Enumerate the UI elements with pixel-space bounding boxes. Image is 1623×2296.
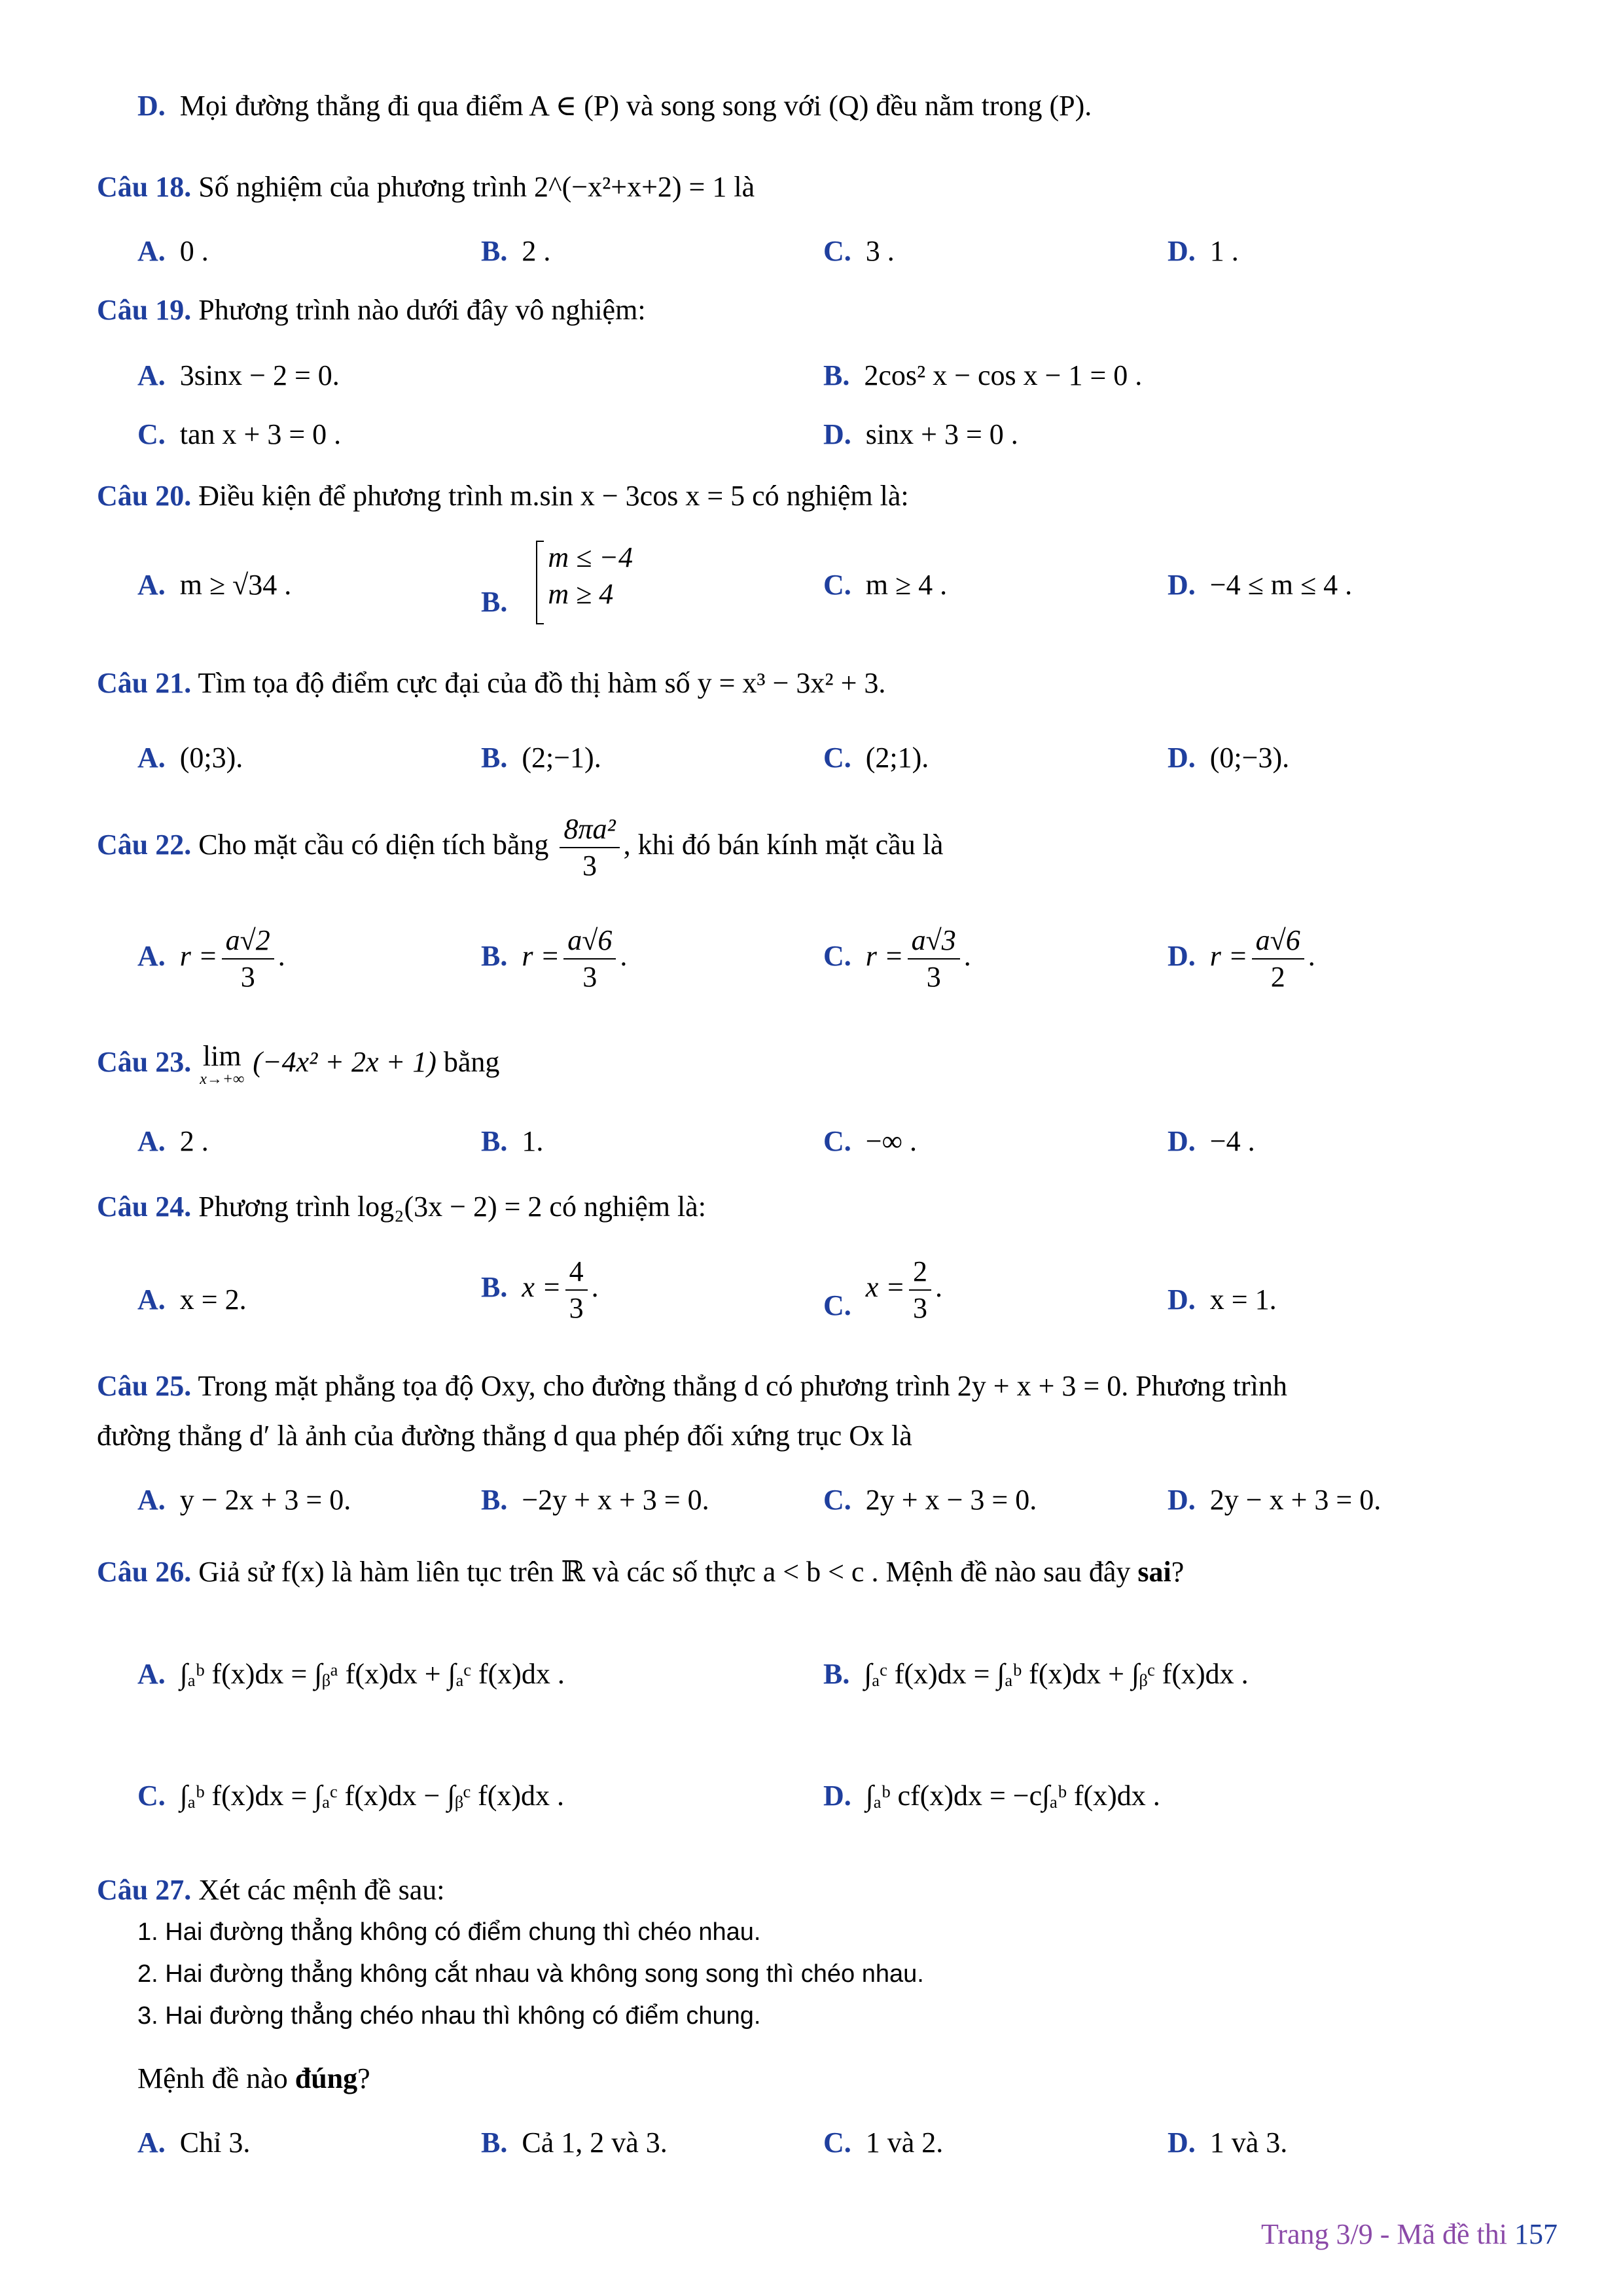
q22-option-c-den: 3 [926, 961, 941, 993]
q24-option-c: C.x = $\frac{2}{3}$ . [823, 1254, 942, 1326]
q18-option-b [481, 233, 550, 270]
q26-option-d-label: D. [823, 1780, 851, 1812]
q24-option-b-den: 3 [569, 1292, 584, 1324]
q27-option-d-label: D. [1168, 2126, 1196, 2159]
q17-option-d-label: D. [137, 90, 166, 122]
q19-text: Phương trình nào dưới đây vô nghiệm: [198, 294, 646, 326]
q24-option-b: B. x = $\frac{4}{3}$ . [481, 1254, 599, 1326]
q21-question [97, 665, 885, 702]
q25-option-b-label: B. [481, 1484, 508, 1516]
q20-option-c-label: C. [823, 569, 851, 601]
q20-option-c [823, 567, 947, 603]
q17-option-d-text: Mọi đường thẳng đi qua điểm A ∈ (P) và song song với (Q) đều nằm trong (P). [179, 90, 1092, 122]
q26-option-c [137, 1778, 564, 1814]
q23-option-c [823, 1123, 917, 1160]
q27-ask-c: ? [357, 2062, 370, 2094]
q27-option-b-text: Cả 1, 2 và 3. [522, 2126, 668, 2159]
q18-option-c-label: C. [823, 235, 851, 267]
q24-option-c-num: 2 [909, 1254, 931, 1291]
q24-option-d [1168, 1282, 1277, 1318]
footer-text: Trang 3/9 - Mã đề thi [1260, 2218, 1507, 2250]
q27-option-a-text: Chỉ 3. [179, 2126, 251, 2159]
q24-option-c-label: C. [823, 1289, 851, 1322]
q22-option-c-label: C. [823, 940, 851, 973]
q25-text1: Trong mặt phẳng tọa độ Oxy, cho đường thẳng d có phương trình 2y + x + 3 = 0. Phương trình [198, 1370, 1287, 1402]
q23-option-a-label: A. [137, 1125, 166, 1157]
q22-option-b: B. r = $\frac{a√6}{3}$ . [481, 923, 627, 995]
q24-option-b-fraction [565, 1254, 588, 1326]
q21-option-d [1168, 740, 1289, 776]
q21-option-b [481, 740, 601, 776]
q18-option-a-label: A. [137, 235, 166, 267]
q22-option-a-label: A. [137, 940, 166, 973]
q20-option-b-line1: m ≤ −4 [548, 541, 633, 573]
q25-option-c [823, 1482, 1037, 1518]
q22-option-d: D. r = $\frac{a√6}{2}$ . [1168, 923, 1315, 995]
q24-option-a [137, 1282, 247, 1318]
q24-option-b-num: 4 [565, 1254, 588, 1291]
q27-text: Xét các mệnh đề sau: [198, 1874, 445, 1906]
q22-option-a-den: 3 [240, 961, 255, 993]
q26-option-c-label: C. [137, 1780, 166, 1812]
q27-question [97, 1872, 445, 1909]
q24-option-b-label: B. [481, 1271, 508, 1304]
q23-limit [200, 1042, 244, 1088]
q26-text-b: ? [1171, 1556, 1185, 1588]
q20-option-a-label: A. [137, 569, 166, 601]
q19-option-d-text: sinx + 3 = 0 . [865, 418, 1018, 450]
q21-option-a-text: (0;3). [179, 742, 243, 774]
q23-lim-sub: x→+∞ [200, 1071, 245, 1088]
q22-option-b-fraction [563, 923, 616, 995]
q24-option-c-fraction [909, 1254, 931, 1326]
q22-option-c-num: a√3 [908, 923, 960, 960]
q20-option-d [1168, 567, 1352, 603]
q23-option-d-text: −4 . [1209, 1125, 1255, 1157]
q22-option-b-label: B. [481, 940, 508, 973]
q20-option-d-label: D. [1168, 569, 1196, 601]
q25-option-a [137, 1482, 351, 1518]
q27-option-c-text: 1 và 2. [865, 2126, 944, 2159]
q22-option-d-fraction [1252, 923, 1304, 995]
q25-option-a-text: y − 2x + 3 = 0. [179, 1484, 351, 1516]
q22-option-b-num: a√6 [563, 923, 616, 960]
q23-option-b-text: 1. [522, 1125, 544, 1157]
q20-option-c-text: m ≥ 4 . [865, 569, 948, 601]
q19-option-b [823, 357, 1142, 394]
q27-option-b-label: B. [481, 2126, 508, 2159]
q18-label: Câu 18. [97, 171, 192, 203]
q23-option-a [137, 1123, 209, 1160]
page-footer [1261, 2217, 1558, 2251]
q23-option-d-label: D. [1168, 1125, 1196, 1157]
q27-statement-3: 3. Hai đường thẳng chéo nhau thì không có điểm chung. [137, 2002, 761, 2030]
q26-option-b-label: B. [823, 1658, 850, 1690]
q19-label: Câu 19. [97, 294, 192, 326]
q19-option-c [137, 416, 341, 453]
q26-text-a: Giả sử f(x) là hàm liên tục trên ℝ và các số thực a < b < c . Mệnh đề nào sau đây [198, 1556, 1131, 1588]
q21-option-c [823, 740, 929, 776]
q25-question-line1 [97, 1368, 1556, 1405]
q19-option-d [823, 416, 1018, 453]
q18-option-c-text: 3 . [865, 235, 895, 267]
q23-option-c-label: C. [823, 1125, 851, 1157]
q23-lim-word: lim [202, 1040, 241, 1072]
q25-question-line2 [97, 1418, 912, 1454]
q27-option-d-text: 1 và 3. [1209, 2126, 1288, 2159]
q19-option-d-label: D. [823, 418, 851, 450]
q25-option-c-label: C. [823, 1484, 851, 1516]
q27-ask-b: đúng [294, 2062, 358, 2094]
q27-option-a-label: A. [137, 2126, 166, 2159]
q24-text: Phương trình log₂(3x − 2) = 2 có nghiệm là: [198, 1191, 706, 1223]
q18-option-d-text: 1 . [1209, 235, 1239, 267]
q22-text-a: Cho mặt cầu có diện tích bằng [198, 829, 549, 861]
q25-option-d-label: D. [1168, 1484, 1196, 1516]
q21-option-d-label: D. [1168, 742, 1196, 774]
q20-option-b-bracket [536, 541, 544, 624]
q27-option-a [137, 2125, 250, 2161]
q21-label: Câu 21. [97, 667, 192, 699]
q20-option-d-text: −4 ≤ m ≤ 4 . [1209, 569, 1353, 601]
q26-option-d [823, 1778, 1160, 1814]
q21-option-d-text: (0;−3). [1209, 742, 1290, 774]
q24-option-c-den: 3 [913, 1292, 928, 1324]
q17-option-d [137, 88, 1092, 124]
q27-ask [137, 2060, 370, 2097]
q23-label: Câu 23. [97, 1046, 192, 1079]
q20-option-b-label: B. [481, 586, 508, 619]
q24-question [97, 1189, 706, 1225]
q23-option-d [1168, 1123, 1255, 1160]
q27-option-c [823, 2125, 943, 2161]
q18-text: Số nghiệm của phương trình 2^(−x²+x+2) = 1 là [198, 171, 755, 203]
q22-option-c-fraction [908, 923, 960, 995]
q19-option-b-text: 2cos² x − cos x − 1 = 0 . [864, 359, 1143, 391]
q22-option-d-label: D. [1168, 940, 1196, 973]
q21-text: Tìm tọa độ điểm cực đại của đồ thị hàm số y = x³ − 3x² + 3. [198, 667, 886, 699]
q25-option-a-label: A. [137, 1484, 166, 1516]
q21-option-b-text: (2;−1). [522, 742, 601, 774]
q26-option-a-label: A. [137, 1658, 166, 1690]
q25-option-b-text: −2y + x + 3 = 0. [522, 1484, 709, 1516]
q22-area-fraction [560, 812, 619, 884]
q25-option-c-text: 2y + x − 3 = 0. [865, 1484, 1037, 1516]
q27-label: Câu 27. [97, 1874, 192, 1906]
q18-option-a-text: 0 . [179, 235, 209, 267]
q19-question [97, 292, 646, 329]
q20-option-b-line2: m ≥ 4 [548, 578, 614, 610]
q27-option-b [481, 2125, 668, 2161]
q25-text2: đường thẳng d′ là ảnh của đường thẳng d qua phép đối xứng trục Ox là [97, 1420, 912, 1452]
q25-option-b [481, 1482, 709, 1518]
q25-option-d [1168, 1482, 1381, 1518]
q21-option-a-label: A. [137, 742, 166, 774]
q21-option-b-label: B. [481, 742, 508, 774]
q20-label: Câu 20. [97, 480, 192, 512]
q22-option-a-num: a√2 [222, 923, 274, 960]
q18-option-d [1168, 233, 1239, 270]
q26-option-b-text: ∫ₐᶜ f(x)dx = ∫ₐᵇ f(x)dx + ∫ᵦᶜ f(x)dx . [864, 1658, 1249, 1690]
q18-question [97, 169, 755, 206]
q20-text: Điều kiện để phương trình m.sin x − 3cos x = 5 có nghiệm là: [198, 480, 909, 512]
q22-option-d-num: a√6 [1252, 923, 1304, 960]
q22-question [97, 812, 943, 884]
q23-option-a-text: 2 . [179, 1125, 209, 1157]
q26-option-a-text: ∫ₐᵇ f(x)dx = ∫ᵦᵃ f(x)dx + ∫ₐᶜ f(x)dx . [179, 1658, 565, 1690]
q20-option-b-system [522, 538, 639, 614]
q20-option-a [137, 567, 291, 603]
q27-statement-1: 1. Hai đường thẳng không có điểm chung thì chéo nhau. [137, 1918, 761, 1946]
q27-ask-a: Mệnh đề nào [137, 2062, 288, 2094]
q23-tail: bằng [443, 1046, 500, 1079]
q23-option-b-label: B. [481, 1125, 508, 1157]
q22-option-c: C. r = $\frac{a√3}{3}$ . [823, 923, 971, 995]
q22-option-a-fraction [222, 923, 274, 995]
q20-option-a-text: m ≥ √34 . [179, 569, 292, 601]
q26-option-b [823, 1656, 1249, 1693]
q22-option-a: A. r = $\frac{a√2}{3}$ . [137, 923, 285, 995]
q19-option-b-label: B. [823, 359, 850, 391]
q25-option-d-text: 2y − x + 3 = 0. [1209, 1484, 1382, 1516]
q18-option-b-text: 2 . [522, 235, 551, 267]
q22-fraction-denominator: 3 [582, 850, 597, 882]
q21-option-a [137, 740, 243, 776]
q22-fraction-numerator: 8πa² [560, 812, 619, 848]
q18-option-a [137, 233, 209, 270]
q27-option-c-label: C. [823, 2126, 851, 2159]
q24-option-d-label: D. [1168, 1283, 1196, 1316]
q24-option-d-text: x = 1. [1209, 1283, 1277, 1316]
q25-label: Câu 25. [97, 1370, 192, 1402]
q24-option-a-text: x = 2. [179, 1283, 247, 1316]
q19-option-a-text: 3sinx − 2 = 0. [179, 359, 340, 391]
q22-text-b: , khi đó bán kính mặt cầu là [623, 829, 944, 861]
q23-option-b [481, 1123, 543, 1160]
q21-option-c-text: (2;1). [865, 742, 929, 774]
q19-option-c-label: C. [137, 418, 166, 450]
q26-question [97, 1554, 1184, 1590]
q26-label: Câu 26. [97, 1556, 192, 1588]
q19-option-a [137, 357, 340, 394]
q18-option-c [823, 233, 895, 270]
q20-question [97, 478, 909, 514]
q23-question [97, 1042, 499, 1088]
q26-sai: sai [1137, 1556, 1171, 1588]
q23-option-c-text: −∞ . [865, 1125, 917, 1157]
q22-option-b-den: 3 [582, 961, 597, 993]
q23-expression: (−4x² + 2x + 1) [253, 1046, 437, 1079]
q22-option-d-den: 2 [1270, 961, 1285, 993]
q27-statement-2: 2. Hai đường thẳng không cắt nhau và không song song thì chéo nhau. [137, 1960, 924, 1988]
q19-option-c-text: tan x + 3 = 0 . [179, 418, 342, 450]
q18-option-b-label: B. [481, 235, 508, 267]
q26-option-c-text: ∫ₐᵇ f(x)dx = ∫ₐᶜ f(x)dx − ∫ᵦᶜ f(x)dx . [179, 1780, 565, 1812]
q26-option-a [137, 1656, 565, 1693]
footer-exam-code: 157 [1514, 2218, 1558, 2250]
q24-label: Câu 24. [97, 1191, 192, 1223]
q27-option-d [1168, 2125, 1287, 2161]
q22-label: Câu 22. [97, 829, 192, 861]
q20-option-b [481, 538, 639, 619]
q21-option-c-label: C. [823, 742, 851, 774]
q24-option-a-label: A. [137, 1283, 166, 1316]
q18-option-d-label: D. [1168, 235, 1196, 267]
q26-option-d-text: ∫ₐᵇ cf(x)dx = −c∫ₐᵇ f(x)dx . [865, 1780, 1160, 1812]
q19-option-a-label: A. [137, 359, 166, 391]
